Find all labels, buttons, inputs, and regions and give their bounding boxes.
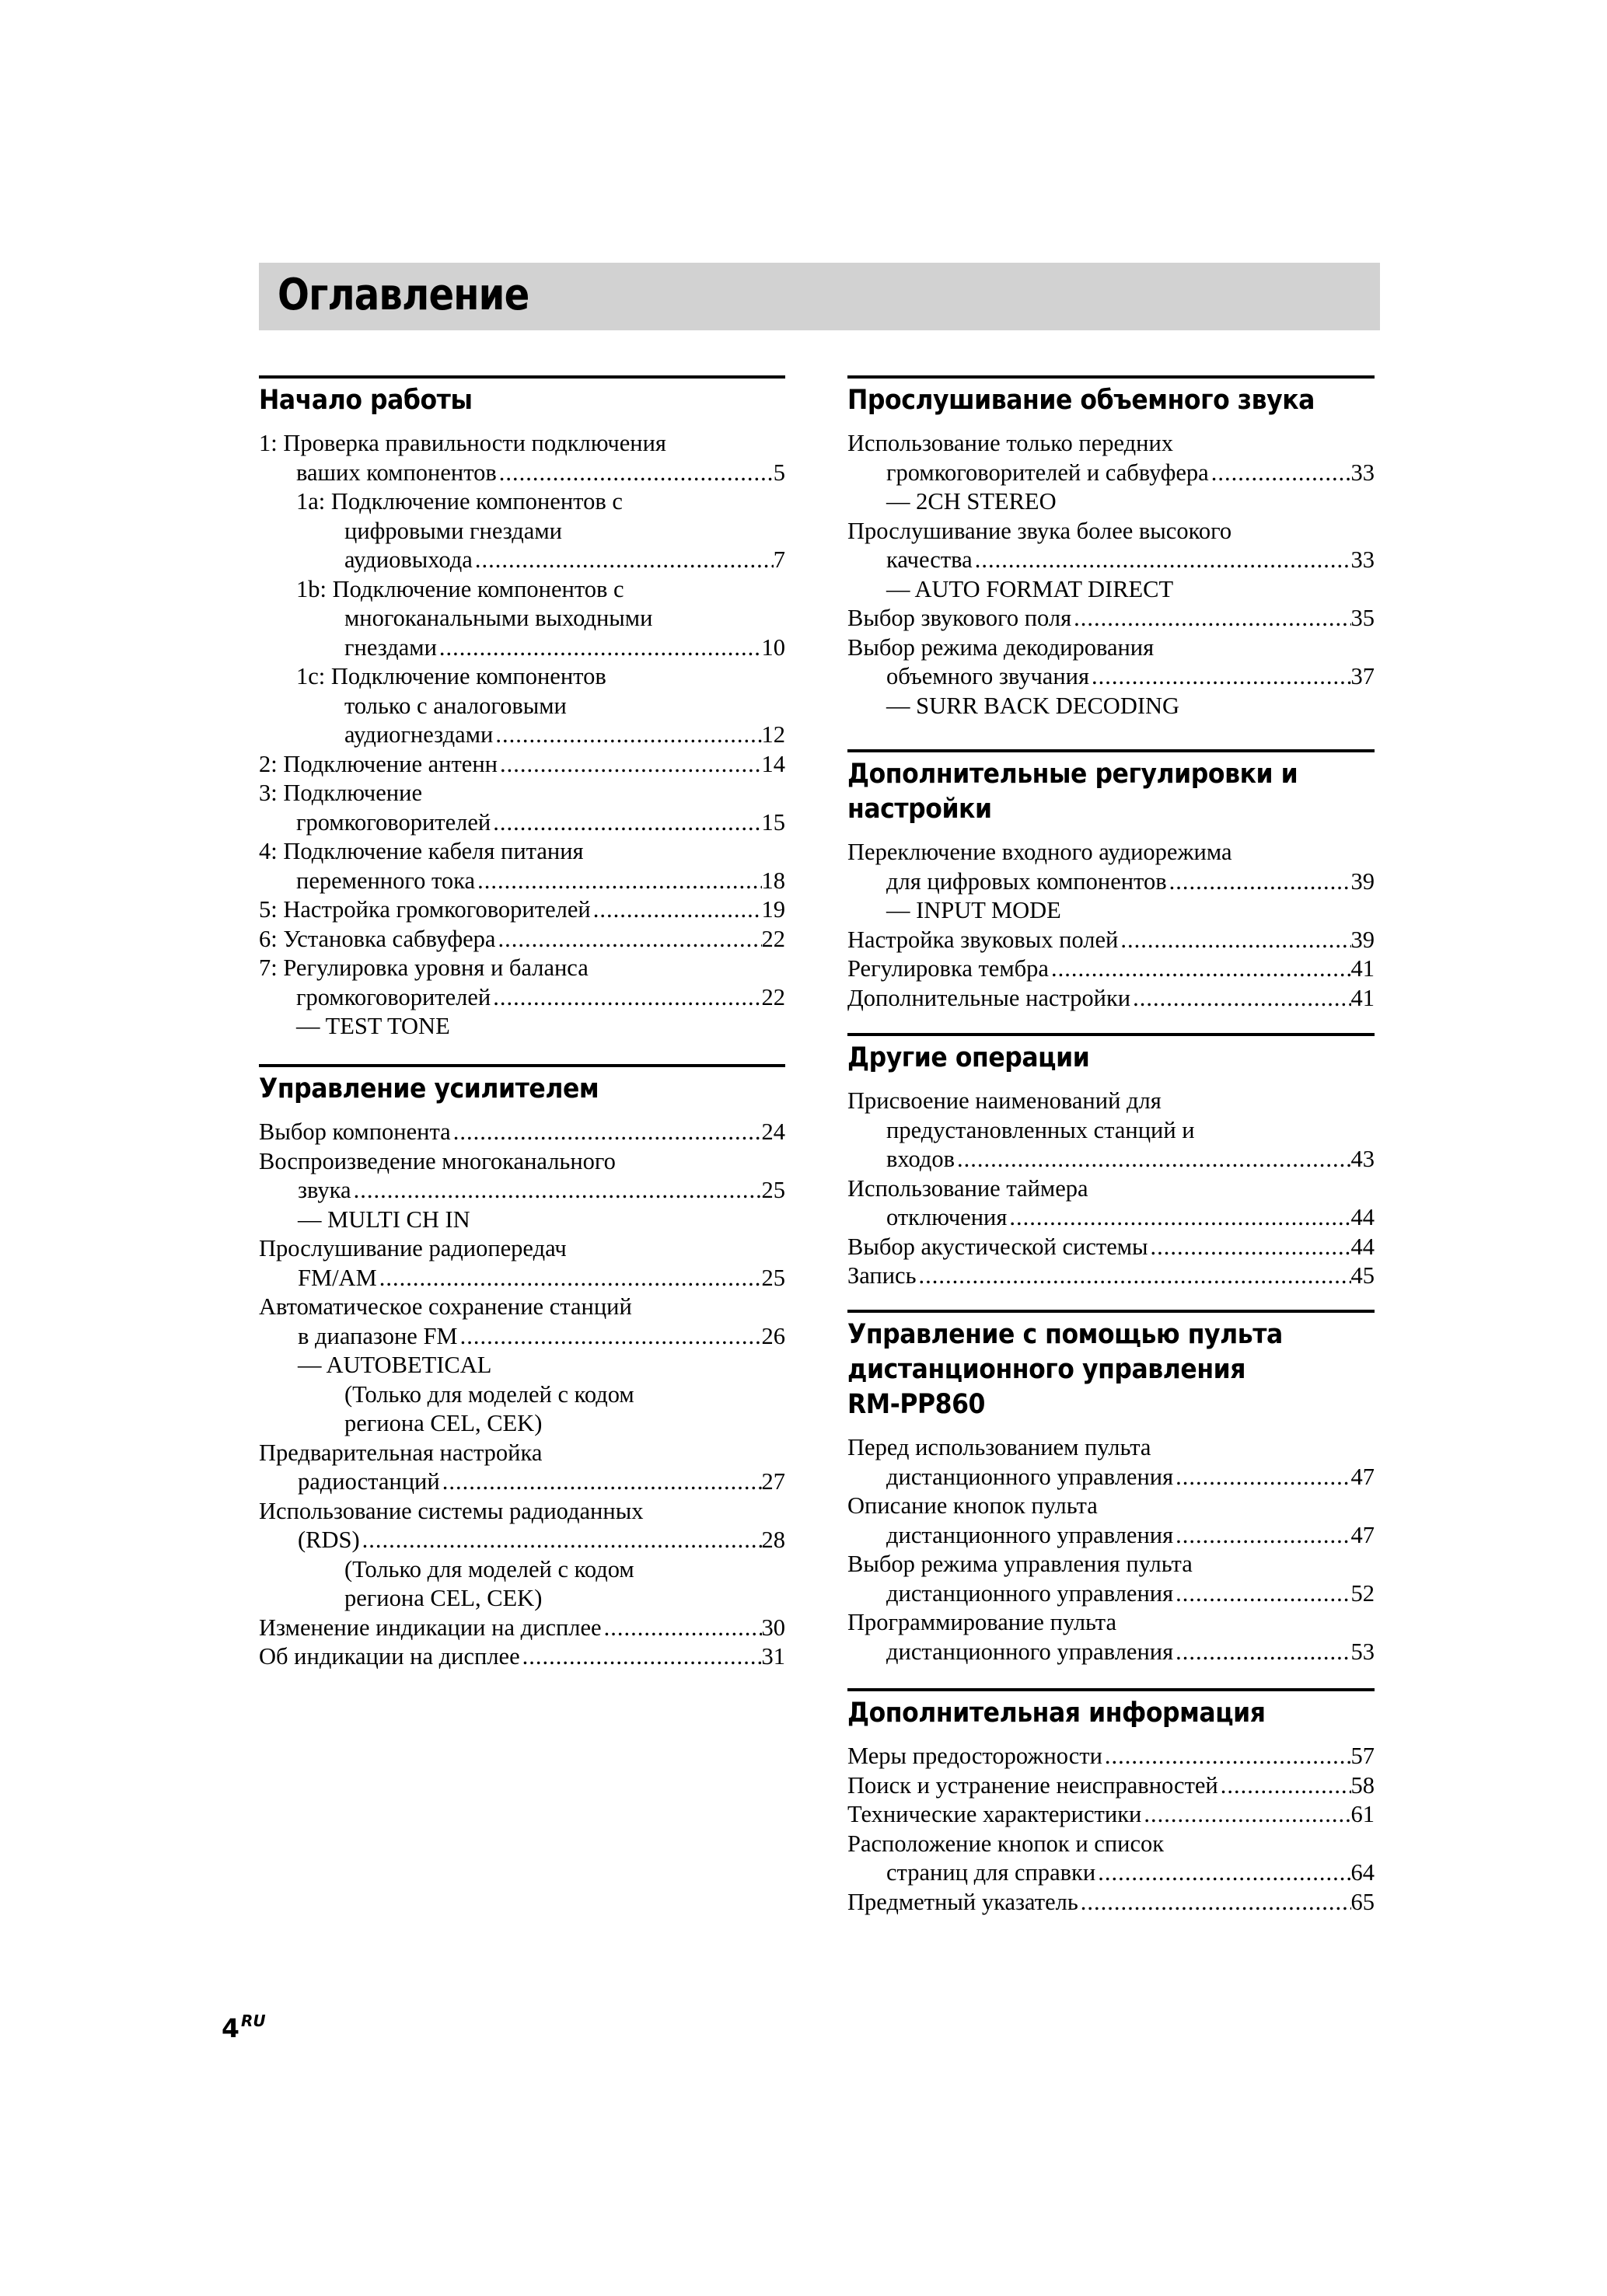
toc-entry-label: Выбор режима декодирования xyxy=(847,633,1155,661)
toc-entry xyxy=(847,838,1375,896)
toc-entry-label: — AUTOBETICAL xyxy=(298,1352,492,1378)
toc-leader-dots xyxy=(491,983,761,1013)
toc-entry-label: аудиогнездами xyxy=(344,721,494,748)
toc-entry xyxy=(847,1174,1375,1233)
toc-entry-label: 7: Регулировка уровня и баланса xyxy=(259,954,589,981)
section-entries xyxy=(847,838,1375,1013)
toc-entry xyxy=(259,1497,785,1555)
toc-entry-label: Переключение входного аудиорежима xyxy=(847,839,1232,865)
toc-entry-label: отключения xyxy=(886,1204,1008,1230)
toc-entry-label: — INPUT MODE xyxy=(886,897,1061,923)
page-title: Оглавление xyxy=(278,270,529,320)
toc-entry xyxy=(259,1380,785,1410)
toc-entry xyxy=(259,1584,785,1614)
toc-leader-dots xyxy=(491,808,761,838)
toc-page-number: 65 xyxy=(1350,1888,1375,1915)
toc-entry xyxy=(259,1555,785,1585)
toc-entry-label: Регулировка тембра xyxy=(847,955,1049,982)
toc-entry-label: Прослушивание радиопередач xyxy=(259,1235,567,1261)
toc-page-number: 57 xyxy=(1350,1743,1375,1769)
toc-entry-label: — SURR BACK DECODING xyxy=(886,692,1180,719)
toc-entry xyxy=(259,1012,785,1042)
toc-entry-line xyxy=(259,1322,785,1352)
toc-page-number: 39 xyxy=(1350,867,1375,895)
toc-entry xyxy=(259,1234,785,1293)
toc-entry xyxy=(847,517,1375,575)
toc-entry xyxy=(259,429,785,487)
toc-entry xyxy=(847,1433,1375,1492)
toc-entry-label: региона CEL, CEK) xyxy=(344,1585,543,1611)
toc-leader-dots xyxy=(458,1322,762,1352)
toc-entry-line xyxy=(847,984,1375,1014)
toc-page-number: 19 xyxy=(761,896,785,923)
toc-leader-dots xyxy=(1078,1888,1351,1917)
toc-section-amplifier xyxy=(259,1064,785,1672)
toc-page-number: 43 xyxy=(1350,1146,1375,1172)
toc-entry xyxy=(847,1800,1375,1830)
toc-page-number: 24 xyxy=(761,1118,785,1145)
toc-entry-line xyxy=(847,1463,1375,1492)
toc-entry-label: громкоговорителей xyxy=(296,983,491,1010)
toc-entry-line xyxy=(259,721,785,750)
toc-entry-label: Перед использованием пульта xyxy=(847,1434,1151,1460)
toc-entry xyxy=(259,895,785,925)
toc-entry-label: региона CEL, CEK) xyxy=(344,1410,543,1436)
toc-leader-dots xyxy=(1095,1858,1350,1888)
toc-entry-line xyxy=(259,867,785,896)
toc-entry-label: Автоматическое сохранение станций xyxy=(259,1293,632,1320)
toc-entry-label: для цифровых компонентов xyxy=(886,867,1167,895)
toc-leader-dots xyxy=(1209,459,1351,488)
toc-entry-line xyxy=(847,1888,1375,1917)
toc-entry-line xyxy=(847,1771,1375,1801)
toc-entry-line xyxy=(259,546,785,575)
toc-entry-label: гнездами xyxy=(344,633,437,661)
toc-entry xyxy=(259,1351,785,1380)
toc-entry-label: Присвоение наименований для xyxy=(847,1087,1162,1114)
toc-entry-label: Описание кнопок пульта xyxy=(847,1492,1098,1519)
toc-entry-label: 6: Установка сабвуфера xyxy=(259,925,496,952)
section-rule xyxy=(259,375,785,379)
toc-entry-label: Технические характеристики xyxy=(847,1801,1142,1827)
toc-entry-line xyxy=(847,1579,1375,1609)
toc-page-number: 7 xyxy=(773,546,785,573)
toc-page-number: 47 xyxy=(1350,1521,1375,1548)
toc-entry xyxy=(847,633,1375,692)
toc-leader-dots xyxy=(437,633,762,663)
toc-entry-line xyxy=(259,459,785,488)
toc-leader-dots xyxy=(451,1118,762,1147)
toc-entry xyxy=(259,662,785,750)
toc-entry-label: 2: Подключение антенн xyxy=(259,750,498,777)
toc-entry-label: Использование таймера xyxy=(847,1174,1088,1202)
toc-section-remote xyxy=(847,1310,1375,1666)
toc-leader-dots xyxy=(498,750,762,780)
toc-leader-dots xyxy=(917,1261,1351,1291)
toc-entry xyxy=(259,1439,785,1497)
toc-entry xyxy=(847,1233,1375,1262)
toc-page-number: 10 xyxy=(761,633,785,661)
toc-entry xyxy=(847,896,1375,926)
toc-entry-label: Настройка звуковых полей xyxy=(847,926,1119,953)
toc-page-number: 33 xyxy=(1350,546,1375,573)
toc-page-number: 44 xyxy=(1350,1204,1375,1230)
toc-entry xyxy=(259,1147,785,1206)
page-number xyxy=(222,2012,266,2043)
toc-entry-line xyxy=(259,1467,785,1497)
toc-entry-label: ваших компонентов xyxy=(296,459,497,486)
page-number-suffix: RU xyxy=(240,2012,266,2030)
toc-entry-line xyxy=(259,1264,785,1293)
toc-section-advanced xyxy=(847,749,1375,1013)
toc-entry-line xyxy=(847,459,1375,488)
toc-entry-line xyxy=(847,604,1375,633)
toc-entry xyxy=(259,1642,785,1672)
toc-entry xyxy=(259,750,785,780)
toc-entry-label: 1b: Подключение компонентов с xyxy=(296,575,624,602)
toc-page-number: 22 xyxy=(761,983,785,1010)
toc-entry xyxy=(847,1742,1375,1771)
toc-entry xyxy=(847,604,1375,633)
toc-entry-line xyxy=(259,1176,785,1206)
toc-entry-label: Выбор акустической системы xyxy=(847,1233,1148,1260)
toc-entry-label: Программирование пульта xyxy=(847,1609,1117,1635)
toc-entry-continuation: многоканальными выходными xyxy=(344,605,653,631)
toc-entry-label: дистанционного управления xyxy=(886,1463,1174,1490)
toc-page-number: 47 xyxy=(1350,1463,1375,1490)
toc-entry-label: Об индикации на дисплее xyxy=(259,1643,520,1670)
toc-entry-label: Использование системы радиоданных xyxy=(259,1497,644,1524)
toc-entry xyxy=(847,1492,1375,1550)
toc-leader-dots xyxy=(520,1642,762,1672)
toc-leader-dots xyxy=(1071,604,1350,633)
toc-entry-line xyxy=(259,1526,785,1555)
toc-leader-dots xyxy=(1102,1742,1351,1771)
toc-page-number: 27 xyxy=(761,1468,785,1495)
toc-entry-label: Предварительная настройка xyxy=(259,1439,543,1466)
toc-page-number: 22 xyxy=(761,925,785,952)
toc-entry-line xyxy=(847,546,1375,575)
toc-entry xyxy=(847,575,1375,605)
section-rule xyxy=(847,375,1375,379)
toc-entry-label: переменного тока xyxy=(296,867,476,894)
page-number-value: 4 xyxy=(222,2013,239,2043)
toc-entry-label: Дополнительные настройки xyxy=(847,984,1131,1011)
toc-leader-dots xyxy=(955,1145,1350,1174)
toc-entry-label: Выбор звукового поля xyxy=(847,605,1072,631)
toc-entry-line xyxy=(847,1261,1375,1291)
toc-page-number: 35 xyxy=(1350,605,1375,631)
toc-page-number: 18 xyxy=(761,867,785,894)
toc-entry-label: громкоговорителей xyxy=(296,808,491,836)
toc-entry-label: Выбор компонента xyxy=(259,1118,451,1145)
toc-leader-dots xyxy=(475,867,761,896)
toc-entry-label: радиостанций xyxy=(298,1468,440,1495)
toc-entry xyxy=(847,1608,1375,1666)
toc-entry xyxy=(847,429,1375,487)
toc-section-other xyxy=(847,1033,1375,1291)
section-entries xyxy=(259,1118,785,1672)
toc-entry-label: аудиовыхода xyxy=(344,546,473,573)
toc-entry xyxy=(847,487,1375,517)
toc-page-number: 44 xyxy=(1350,1233,1375,1260)
toc-page-number: 37 xyxy=(1350,663,1375,689)
toc-entry xyxy=(847,926,1375,955)
toc-page-number: 5 xyxy=(773,459,785,486)
toc-section-surround xyxy=(847,375,1375,721)
toc-entry xyxy=(259,487,785,575)
toc-entry-label: — AUTO FORMAT DIRECT xyxy=(886,575,1174,602)
toc-entry-label: — 2CH STEREO xyxy=(886,488,1057,515)
toc-entry xyxy=(259,1206,785,1235)
toc-entry-label: Использование только передних xyxy=(847,430,1174,456)
toc-entry-line xyxy=(259,1642,785,1672)
toc-leader-dots xyxy=(351,1176,762,1206)
section-rule xyxy=(847,749,1375,752)
toc-entry-label: — TEST TONE xyxy=(296,1013,450,1039)
toc-entry-label: 1: Проверка правильности подключения xyxy=(259,430,666,456)
toc-entry xyxy=(847,1550,1375,1608)
section-entries xyxy=(847,1087,1375,1291)
toc-entry-label: страниц для справки xyxy=(886,1859,1096,1886)
toc-entry xyxy=(847,954,1375,984)
toc-entry-line xyxy=(847,1233,1375,1262)
toc-entry-line xyxy=(847,1638,1375,1667)
toc-entry-label: качества xyxy=(886,546,973,573)
toc-entry-label: 4: Подключение кабеля питания xyxy=(259,838,584,864)
toc-page-number: 28 xyxy=(761,1527,785,1553)
toc-entry-line xyxy=(259,925,785,954)
toc-entry xyxy=(259,779,785,837)
toc-page-number: 64 xyxy=(1350,1859,1375,1886)
section-heading-line3: RM-PP860 xyxy=(847,1389,986,1420)
toc-leader-dots xyxy=(440,1467,762,1497)
section-heading: Дополнительные регулировки и xyxy=(847,759,1298,790)
toc-entry-line xyxy=(847,1145,1375,1174)
toc-leader-dots xyxy=(973,546,1351,575)
toc-entry-label: громкоговорителей и сабвуфера xyxy=(886,459,1209,486)
toc-entry-line xyxy=(259,750,785,780)
toc-entry-line xyxy=(847,662,1375,692)
toc-leader-dots xyxy=(473,546,774,575)
toc-leader-dots xyxy=(493,721,761,750)
toc-entry-label: (Только для моделей с кодом xyxy=(344,1380,634,1408)
toc-entry xyxy=(259,1614,785,1643)
toc-section-additional-info xyxy=(847,1688,1375,1917)
toc-entry-line xyxy=(847,926,1375,955)
title-bar xyxy=(259,263,1380,330)
toc-entry-label: 5: Настройка громкоговорителей xyxy=(259,896,591,923)
section-heading: Начало работы xyxy=(259,385,473,416)
toc-entry-label: Расположение кнопок и список xyxy=(847,1830,1165,1857)
toc-leader-dots xyxy=(377,1264,762,1293)
toc-entry-line xyxy=(847,867,1375,897)
toc-entry-line xyxy=(259,1118,785,1147)
toc-page-number: 31 xyxy=(761,1643,785,1670)
toc-entry-label: Поиск и устранение неисправностей xyxy=(847,1771,1218,1799)
toc-leader-dots xyxy=(591,895,762,925)
toc-entry-label: дистанционного управления xyxy=(886,1579,1174,1607)
toc-section-getting-started xyxy=(259,375,785,1042)
toc-entry-label: входов xyxy=(886,1146,955,1172)
toc-page-number: 39 xyxy=(1350,926,1375,953)
toc-entry xyxy=(259,1118,785,1147)
toc-entry-label: дистанционного управления xyxy=(886,1521,1174,1548)
toc-page-number: 58 xyxy=(1350,1771,1375,1799)
toc-entry-label: Запись xyxy=(847,1262,917,1289)
toc-entry-line xyxy=(847,1742,1375,1771)
section-heading-line2: дистанционного управления xyxy=(847,1354,1246,1385)
toc-entry-label: дистанционного управления xyxy=(886,1638,1174,1665)
toc-leader-dots xyxy=(1130,984,1350,1014)
section-heading: Управление усилителем xyxy=(259,1073,599,1104)
toc-entry-line xyxy=(847,1203,1375,1233)
toc-entry xyxy=(847,1087,1375,1174)
toc-page-number: 25 xyxy=(761,1264,785,1291)
toc-page-number: 33 xyxy=(1350,459,1375,486)
toc-leader-dots xyxy=(1167,867,1351,897)
toc-entry xyxy=(847,1771,1375,1801)
toc-entry xyxy=(259,1409,785,1439)
section-rule xyxy=(847,1310,1375,1313)
toc-entry-line xyxy=(259,895,785,925)
toc-entry-label: (Только для моделей с кодом xyxy=(344,1555,634,1582)
toc-leader-dots xyxy=(602,1614,762,1643)
toc-entry-label: 3: Подключение xyxy=(259,780,422,806)
toc-entry-line xyxy=(259,1614,785,1643)
section-heading: Управление с помощью пульта xyxy=(847,1319,1283,1350)
toc-entry-continuation: предустановленных станций и xyxy=(886,1116,1195,1143)
toc-leader-dots xyxy=(1218,1771,1351,1801)
toc-entry-label: Изменение индикации на дисплее xyxy=(259,1614,602,1641)
section-entries xyxy=(259,429,785,1042)
toc-leader-dots xyxy=(360,1526,762,1555)
toc-entry-label: (RDS) xyxy=(298,1527,360,1553)
toc-entry-line xyxy=(847,954,1375,984)
toc-entry-label: Воспроизведение многоканального xyxy=(259,1147,616,1174)
section-heading: Дополнительная информация xyxy=(847,1698,1266,1729)
toc-leader-dots xyxy=(1173,1638,1350,1667)
toc-entry-line xyxy=(847,1858,1375,1888)
toc-entry xyxy=(259,954,785,1012)
toc-entry-label: — MULTI CH IN xyxy=(298,1206,470,1233)
toc-leader-dots xyxy=(497,459,774,488)
toc-page-number: 41 xyxy=(1350,984,1375,1011)
toc-entry-label: объемного звучания xyxy=(886,663,1090,689)
toc-page-number: 45 xyxy=(1350,1262,1375,1289)
section-rule xyxy=(847,1688,1375,1691)
toc-entry-label: Прослушивание звука более высокого xyxy=(847,517,1232,544)
toc-entry-label: 1a: Подключение компонентов с xyxy=(296,488,623,515)
toc-page-number: 15 xyxy=(761,808,785,836)
toc-entry xyxy=(847,984,1375,1014)
toc-page-number: 52 xyxy=(1350,1579,1375,1607)
toc-leader-dots xyxy=(1173,1579,1350,1609)
toc-page-number: 61 xyxy=(1350,1801,1375,1827)
toc-entry-continuation: цифровыми гнездами xyxy=(344,517,562,544)
toc-entry-line xyxy=(259,983,785,1013)
toc-entry-label: Выбор режима управления пульта xyxy=(847,1551,1193,1577)
toc-leader-dots xyxy=(495,925,761,954)
toc-entry xyxy=(259,1293,785,1351)
toc-page-number: 26 xyxy=(761,1322,785,1349)
toc-entry-label: звука xyxy=(298,1177,351,1203)
section-rule xyxy=(847,1033,1375,1036)
toc-page-number: 14 xyxy=(761,750,785,777)
toc-entry-label: FM/AM xyxy=(298,1264,377,1291)
section-heading: Прослушивание объемного звука xyxy=(847,385,1315,416)
toc-entry-line xyxy=(259,808,785,838)
toc-page-number: 30 xyxy=(761,1614,785,1641)
toc-entry-label: Меры предосторожности xyxy=(847,1743,1102,1769)
toc-page-number: 53 xyxy=(1350,1638,1375,1665)
toc-page-number: 25 xyxy=(761,1177,785,1203)
toc-leader-dots xyxy=(1007,1203,1350,1233)
section-heading: Другие операции xyxy=(847,1042,1090,1073)
section-entries xyxy=(847,1742,1375,1917)
toc-entry xyxy=(259,837,785,895)
toc-entry xyxy=(847,1830,1375,1888)
toc-entry-label: 1c: Подключение компонентов xyxy=(296,663,606,689)
toc-leader-dots xyxy=(1049,954,1351,984)
section-rule xyxy=(259,1064,785,1067)
toc-leader-dots xyxy=(1173,1521,1350,1551)
toc-entry-line xyxy=(847,1521,1375,1551)
toc-entry xyxy=(847,1261,1375,1291)
section-entries xyxy=(847,1433,1375,1666)
toc-entry-label: в диапазоне FM xyxy=(298,1322,458,1349)
toc-entry-continuation: только с аналоговыми xyxy=(344,692,567,719)
toc-page-number: 41 xyxy=(1350,955,1375,982)
toc-leader-dots xyxy=(1118,926,1350,955)
toc-page-number: 12 xyxy=(761,721,785,748)
toc-leader-dots xyxy=(1089,662,1350,692)
toc-leader-dots xyxy=(1141,1800,1350,1830)
toc-entry-line xyxy=(847,1800,1375,1830)
toc-entry-label: Предметный указатель xyxy=(847,1888,1078,1915)
toc-entry xyxy=(259,925,785,954)
toc-leader-dots xyxy=(1173,1463,1350,1492)
toc-leader-dots xyxy=(1148,1233,1351,1262)
toc-entry xyxy=(259,575,785,663)
section-entries xyxy=(847,429,1375,721)
toc-entry xyxy=(847,1888,1375,1917)
section-heading-line2: настройки xyxy=(847,794,992,825)
toc-entry xyxy=(847,692,1375,721)
toc-entry-line xyxy=(259,633,785,663)
